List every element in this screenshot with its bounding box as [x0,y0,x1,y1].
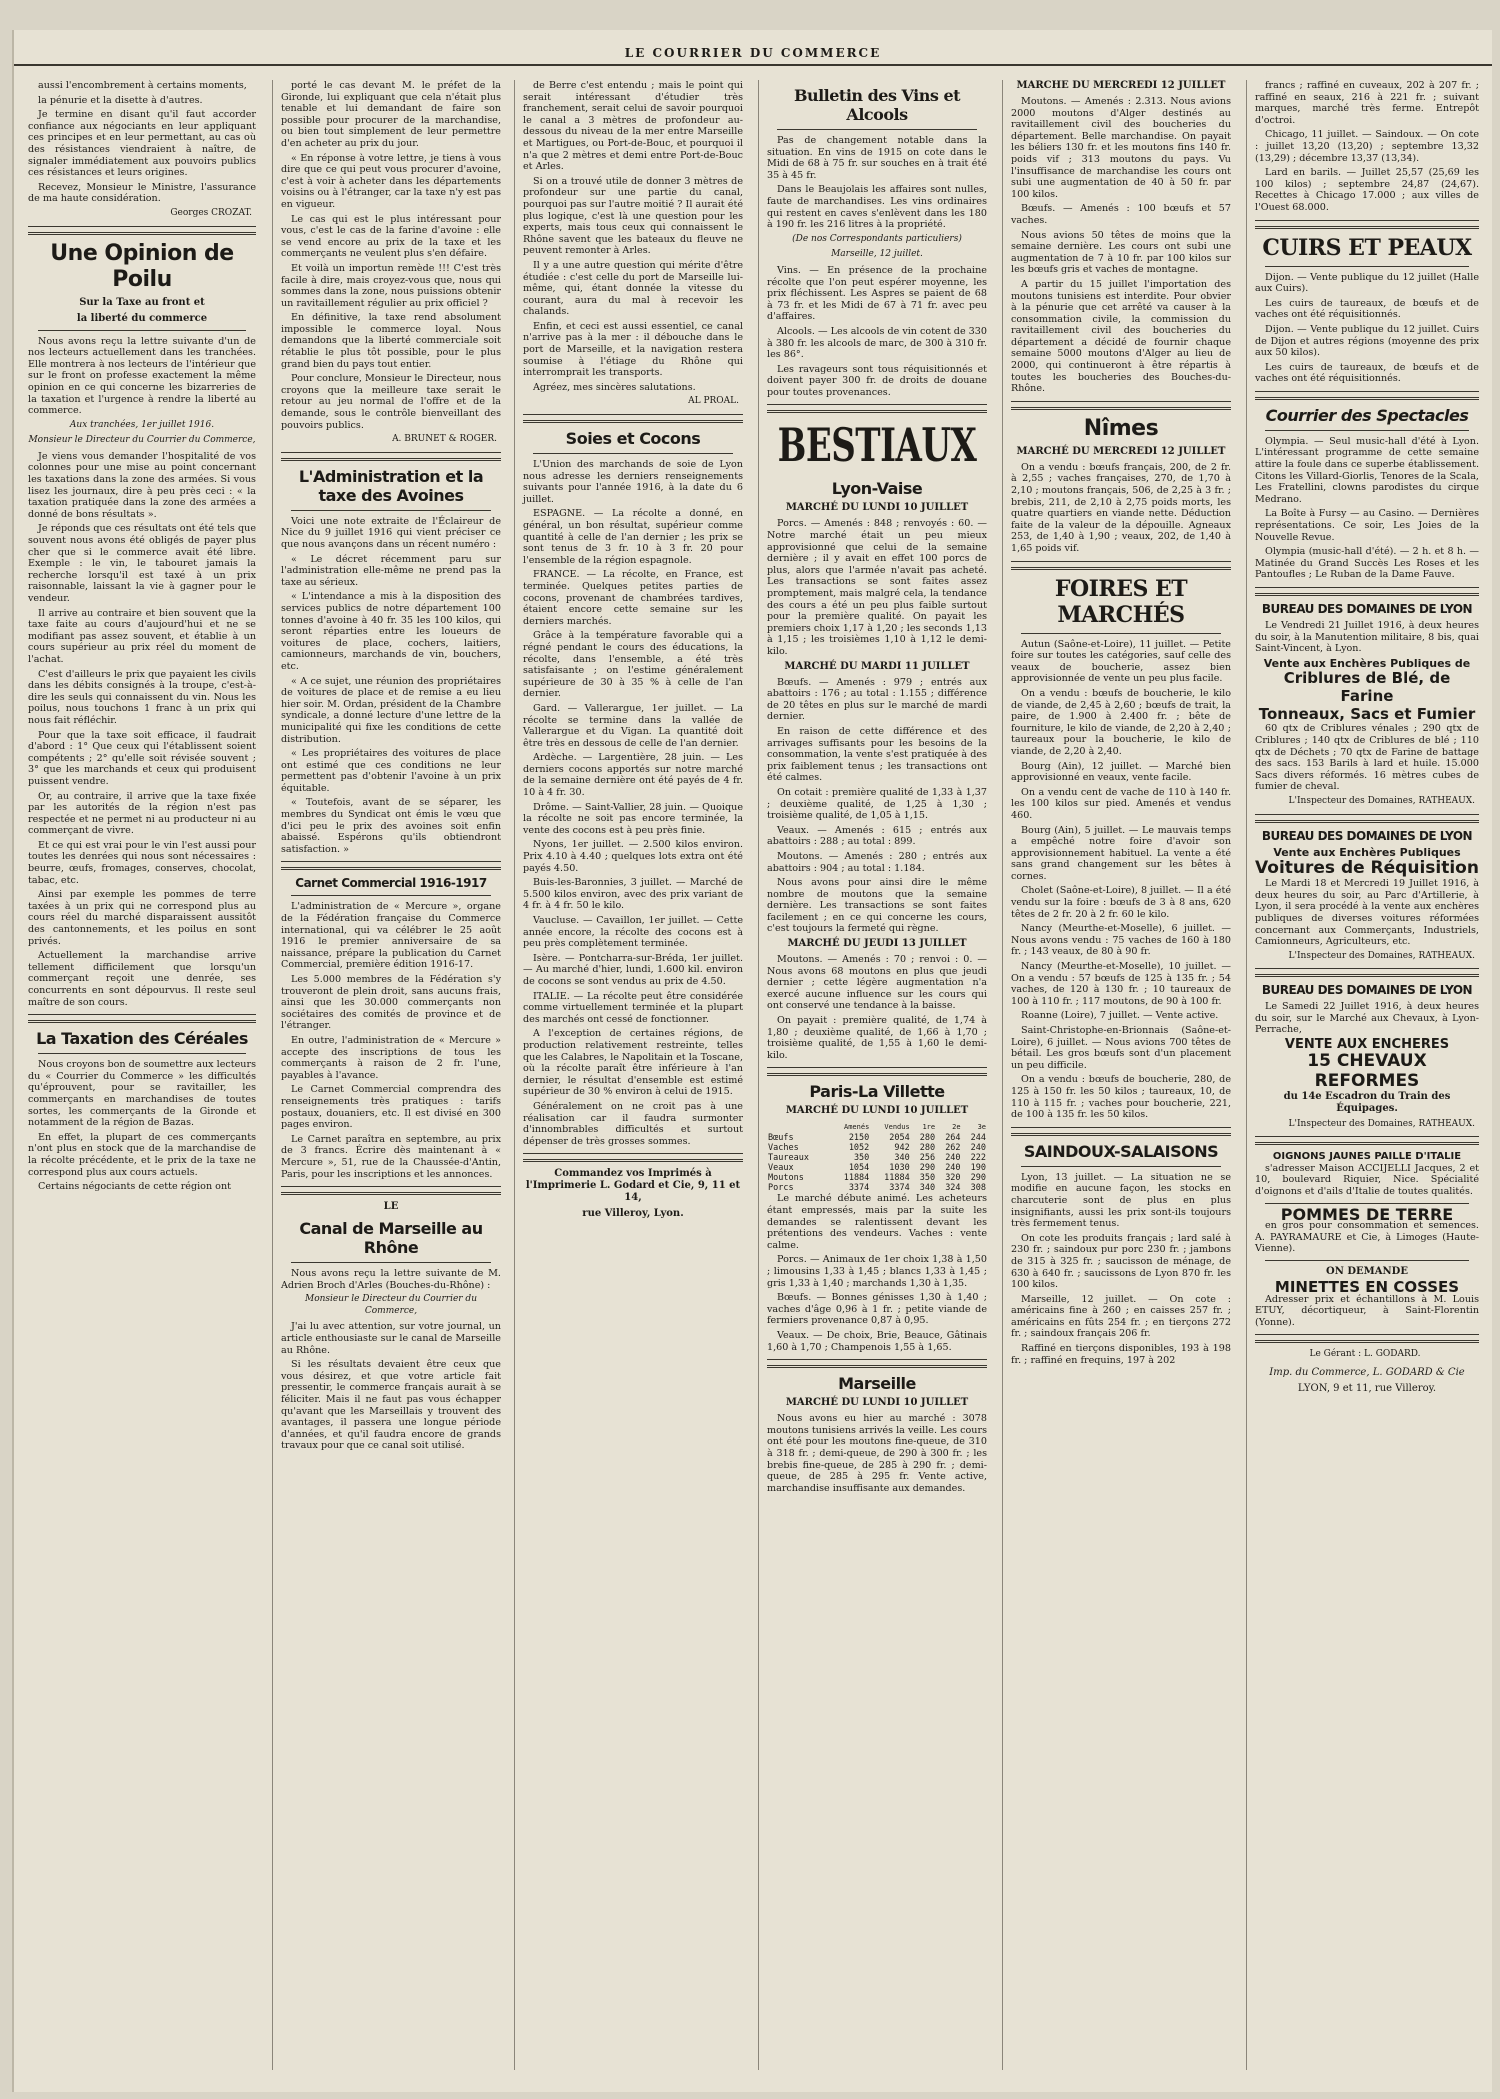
market-date: MARCHÉ DU LUNDI 10 JUILLET [785,1105,969,1117]
paragraph: Bourg (Ain), 5 juillet. — Le mauvais temps a empêché notre foire d'avoir son approvisionnement habituel. La vente a été sans grand changement sur les bêtes à cornes. [1011,824,1231,882]
paragraph: Et voilà un importun remède !!! C'est très facile à dire, mais croyez-vous que, nous qui sommes dans la zone, nous puissions obtenir un ravitaillement régulier au prix officiel ? [281,262,501,309]
table-header: Vendus [884,1123,910,1132]
paragraph: Je réponds que ces résultats ont été tels que souvent nous avons été obligés de payer plus cher que si le commerce avait été libre. Exemple : le vin, le tabouret jamais la recherche lorsqu'il est taxé à un prix raisonnable, laissant la vie à gagner pour le vendeur. [28,523,256,604]
dateline: Aux tranchées, 1er juillet 1916. [69,419,215,430]
salutation: Monsieur le Directeur du Courrier du Commerce, [305,1294,477,1316]
paragraph: Ainsi par exemple les pommes de terre taxées à un prix qui ne correspond plus au cours réel du marché disparaissent aussitôt des cantonnements, et les poilus en sont privés. [28,889,256,947]
paragraph: On a vendu : bœufs de boucherie, le kilo de viande, de 2,45 à 2,60 ; bœufs de trait, la paire, de 1.900 à 2.400 fr. ; bête de fourniture, le kilo de viande, de 2,20 à 2,40 ; taureaux pour la boucherie, le kilo de viande, de 2,20 à 2,40. [1011,687,1231,757]
divider [1255,814,1479,823]
divider [1265,1203,1469,1204]
divider [28,226,256,235]
ad-headline: Vente aux Enchères Publiques de [1263,656,1471,670]
ad-title-domaines: BUREAU DES DOMAINES DE LYON [1261,828,1473,843]
ad-headline: Criblures de Blé, de Farine [1283,669,1451,706]
printer-ad-line: rue Villeroy, Lyon. [582,1208,684,1220]
table-cell: 340 [919,1183,936,1194]
market-date: MARCHÉ DU LUNDI 10 JUILLET [785,502,969,514]
paragraph: Nyons, 1er juillet. — 2.500 kilos environ. Prix 4.10 à 4.40 ; quelques lots extra ont été payés 4.50. [523,839,743,874]
table-cell: 308 [970,1183,986,1194]
paragraph: Veaux. — De choix, Brie, Beauce, Gâtinais 1,60 à 1,70 ; Champenois 1,55 à 1,65. [767,1329,987,1353]
row-label: Taureaux [768,1153,809,1164]
divider [1255,1136,1479,1145]
paragraph: Agréez, mes sincères salutations. [533,381,696,393]
gerant-line: Le Gérant : L. GODARD. [1309,1349,1421,1360]
paragraph: L'administration de « Mercure », organe de la Fédération française du Commerce international, qui va célébrer le 25 août 1916 le premier anniversaire de sa naissance, prépare la publication du Carnet Commercial, première édition 1916-17. [281,901,501,971]
table-cell: 1054 [848,1163,870,1174]
table-row [767,1163,987,1173]
paragraph: Vins. — En présence de la prochaine récolte que l'on peut espérer moyenne, les prix fléchissent. Les Aspres se paient de 68 à 73 fr. et les Midi de 67 à 71 fr. avec peu d'affaires. [767,264,987,323]
ad-headline-oignons: OIGNONS JAUNES PAILLE D'ITALIE [1272,1151,1462,1163]
paragraph: Bœufs. — Amenés : 979 ; entrés aux abattoirs : 176 ; au total : 1.155 ; différence de 20 têtes en plus sur le marché de mardi dernier. [767,676,987,723]
table-cell: 240 [945,1153,961,1164]
paragraph: Raffiné en tierçons disponibles, 193 à 198 fr. ; raffiné en frequins, 197 à 202 [1011,1343,1231,1366]
article-title-bulletin: Bulletin des Vins et Alcools [793,86,961,124]
signature: L'Inspecteur des Domaines, RATHEAUX. [1288,1118,1475,1129]
paragraph: s'adresser Maison ACCIJELLI Jacques, 2 et 10, boulevard Riquier, Nice. Spécialité d'oignons et d'ails d'Italie de toutes qualités. [1255,1162,1479,1198]
paragraph: aussi l'encombrement à certains moments, [38,80,247,91]
paragraph: Dijon. — Vente publique du 12 juillet. Cuirs de Dijon et autres régions (moyenne des prix aux 50 kilos). [1255,323,1479,359]
signature: L'Inspecteur des Domaines, RATHEAUX. [1288,950,1475,961]
paragraph: porté le cas devant M. le préfet de la Gironde, lui expliquant que cela n'était plus tenable et lui demandant de faire son possible pour procurer de la marchandise, ou bien tout simplement de leur permettre d'en acheter au prix du jour. [281,80,501,149]
market-title-marseille: Marseille [838,1374,916,1394]
table-cell: 262 [945,1143,961,1154]
article-title-canal: Canal de Marseille au Rhône [299,1219,483,1258]
table-cell: 3374 [848,1183,870,1194]
paragraph: Je termine en disant qu'il faut accorder confiance aux négociants en leur appliquant ces principes et en leur permettant, au cas où des résistances viendraient à naître, de signaler immédiatement aux pouvoirs publics ces résistances et leurs origines. [28,109,256,179]
paragraph: En effet, la plupart de ces commerçants n'ont plus en stock que de la marchandise de la récolte précédente, et le prix de la taxe ne correspond plus aux cours actuels. [28,1131,256,1178]
byline: (De nos Correspondants particuliers) [792,233,962,244]
row-label: Porcs [768,1183,794,1194]
table-cell: 350 [853,1153,870,1164]
ad-headline: Voitures de Réquisition [1255,858,1479,879]
paragraph: « En réponse à votre lettre, je tiens à vous dire que ce qui peut vous procurer d'avoine, c'est à voir à acheter dans les départements voisins ou à l'étranger, car la taxe n'y est pas en vigueur. [281,152,501,210]
paragraph: la pénurie et la disette à d'autres. [38,94,203,106]
table-cell: 1030 [889,1163,910,1174]
divider [1265,266,1469,267]
divider [533,453,733,454]
paragraph: Le cas qui est le plus intéressant pour vous, c'est le cas de la farine d'avoine : elle se vend encore au prix de la taxe et les commerçants ne veulent plus s'en défaire. [281,213,501,260]
table-cell: 290 [970,1173,986,1184]
paragraph: A l'exception de certaines régions, de production relativement restreinte, telles que les Calabres, le Napolitain et la Toscane, où la récolte paraît être inférieure à l'an dernier, le résultat d'ensemble est estimé supérieur de 30 % environ à celui de 1915. [523,1028,743,1098]
signature: L'Inspecteur des Domaines, RATHEAUX. [1288,795,1475,806]
column-4 [758,80,987,2070]
masthead: LE COURRIER DU COMMERCE [624,46,882,60]
divider [767,404,987,413]
ad-headline: Vente aux Enchères Publiques [1273,845,1461,859]
divider [1255,391,1479,400]
paragraph: Gard. — Vallerargue, 1er juillet. — La récolte se termine dans la vallée de Vallerargue et du Vigan. La quantité doit être très en dessous de celle de l'an dernier. [523,702,743,749]
divider [291,1262,491,1263]
article-title-soies: Soies et Cocons [565,429,701,449]
newspaper-page [12,30,1492,2092]
paragraph: « A ce sujet, une réunion des propriétaires de voitures de place et de remise a eu lieu hier soir. M. Ordan, président de la Chambre syndicale, a donné lecture d'une lettre de la municipalité qui fixe les conditions de cette distribution. [281,675,501,745]
ad-title-domaines: BUREAU DES DOMAINES DE LYON [1261,983,1473,998]
article-subtitle: Sur la Taxe au front et [79,296,205,308]
price-table [767,1121,987,1193]
paragraph: « L'intendance a mis à la disposition des services publics de notre département 100 tonnes d'avoine à 40 fr. 35 les 100 kilos, qui seront réparties entre les loueurs de voitures de place, cochers, laitiers, camionneurs, marchands de vin, bouchers, etc. [281,591,501,672]
paragraph: On a vendu cent de vache de 110 à 140 fr. les 100 kilos sur pied. Amenés et vendus 460. [1011,786,1231,821]
paragraph: On cotait : première qualité de 1,33 à 1,37 ; deuxième qualité, de 1,25 à 1,30 ; troisième qualité, de 1,05 à 1,15. [767,786,987,822]
section-title-foires: FOIRES ET MARCHÉS [1054,575,1188,628]
divider [1021,633,1221,634]
paragraph: Les cuirs de taureaux, de bœufs et de vaches ont été réquisitionnés. [1255,361,1479,385]
paragraph: Nancy (Meurthe-et-Moselle), 6 juillet. — Nous avons vendu : 75 vaches de 160 à 180 fr. ; 143 veaux, de 80 à 90 fr. [1011,923,1231,958]
paragraph: Adresser prix et échantillons à M. Louis ETUY, décortiqueur, à Saint-Florentin (Yonne). [1255,1293,1479,1328]
table-cell: 244 [970,1133,986,1144]
article-title-opinion: Une Opinion de Poilu [50,240,234,292]
paragraph: En raison de cette différence et des arrivages suffisants pour les besoins de la consommation, la vente s'est pratiquée à des prix faiblement tenus ; les transactions ont été calmes. [767,725,987,784]
paragraph: Autun (Saône-et-Loire), 11 juillet. — Petite foire sur toutes les catégories, sauf celle des veaux de boucherie, assez bien approvisionnée de vente un peu plus facile. [1011,638,1231,685]
paragraph: Le Mardi 18 et Mercredi 19 Juillet 1916, à deux heures du soir, au Parc d'Artillerie, à Lyon, il sera procédé à la vente aux enchères publiques de diverses voitures réformées concernant aux Commerçants, Industriels, Camionneurs, Agriculteurs, etc. [1255,878,1479,948]
divider [1255,968,1479,977]
ad-subline: du 14e Escadron du Train des Équipages. [1283,1090,1451,1114]
paragraph: Porcs. — Animaux de 1er choix 1,38 à 1,50 ; limousins 1,33 à 1,45 ; blancs 1,33 à 1,45 ; gris 1,33 à 1,40 ; marchands 1,30 à 1,35. [767,1254,987,1289]
section-title-bestiaux: BESTIAUX [777,419,977,474]
table-row [767,1173,987,1183]
paragraph: Veaux. — Amenés : 615 ; entrés aux abattoirs : 288 ; au total : 899. [767,824,987,848]
market-date: MARCHÉ DU JEUDI 13 JUILLET [787,938,967,950]
divider [1255,587,1479,596]
paragraph: Le marché débute animé. Les acheteurs étant empressés, mais par la suite les demandes se ralentissent devant les prétentions des vendeurs. Vaches : vente calme. [767,1193,987,1251]
ad-headline: VENTE AUX ENCHERES [1284,1037,1450,1053]
paragraph: Lard en barils. — Juillet 25,57 (25,69 les 100 kilos) ; septembre 24,87 (24,67). Recettes à Chicago 17.000 ; aux villes de l'Ouest 68.000. [1255,167,1479,213]
salutation: Monsieur le Directeur du Courrier du Commerce, [28,435,256,446]
paragraph: Nous avons reçu la lettre suivante de M. Adrien Broch d'Arles (Bouches-du-Rhône) : [281,1268,501,1291]
paragraph: Les 5.000 membres de la Fédération s'y trouveront de plein droit, sans aucuns frais, ainsi que les 30.000 commerçants non sociétaires des comités de province et de l'étranger. [281,974,501,1032]
paragraph: Or, au contraire, il arrive que la taxe fixée par les autorités de la région n'est pas respectée et ne permet ni au producteur ni au commerçant de vivre. [28,790,256,837]
table-header [767,1121,830,1133]
paragraph: « Le décret récemment paru sur l'administration elle-même ne prend pas la taxe au sérieux. [281,553,501,588]
table-cell: 2054 [889,1133,910,1144]
table-cell: 240 [945,1163,961,1174]
market-title-nimes: Nîmes [1083,415,1159,441]
table-cell: 264 [945,1133,961,1144]
table-row [767,1133,987,1143]
paragraph: En outre, l'administration de « Mercure » accepte des inscriptions de tous les commerçants à raison de 2 fr. l'une, payables à l'avance. [281,1034,501,1081]
paragraph: Nous avons reçu la lettre suivante d'un de nos lecteurs actuellement dans les tranchées. Elle montrera à nos lecteurs de l'intérieur que sur le front on professe exactement la même opinion en ce qui concerne les bizarreries de la taxation et l'urgence à rendre la liberté au commerce. [28,335,256,417]
table-cell: 340 [894,1153,910,1164]
paragraph: Pour que la taxe soit efficace, il faudrait d'abord : 1° Que ceux qui l'établissent soient compétents ; 2° qu'elle soit révisée souvent ; 3° que les marchands et ceux qui produisent puissent vendre. [28,729,256,787]
column-1 [28,80,256,2070]
divider [281,1186,501,1195]
paragraph: Bœufs. — Amenés : 100 bœufs et 57 vaches. [1011,203,1231,226]
paragraph: Enfin, et ceci est aussi essentiel, ce canal n'arrive pas à la mer : il débouche dans le port de Marseille, et la navigation restera soumise à l'étiage du Rhône qui interromprait les transports. [523,320,743,379]
paragraph: Moutons. — Amenés : 70 ; renvoi : 0. — Nous avons 68 moutons en plus que jeudi dernier ; cette légère augmentation n'a exercé aucune influence sur les cours qui ont conservé une tendance à la baisse. [767,954,987,1012]
paragraph: Ardèche. — Largentière, 28 juin. — Les derniers cocons apportés sur notre marché de la semaine dernière ont été payés de 4 fr. 10 à 4 fr. 30. [523,752,743,799]
ad-title-domaines: BUREAU DES DOMAINES DE LYON [1261,602,1473,616]
paragraph: Actuellement la marchandise arrive tellement difficilement que lorsqu'un commerçant reçoit une denrée, ses concurrents en sont dépourvus. Il reste seul maître de son cours. [28,950,256,1008]
ad-headline: Tonneaux, Sacs et Fumier [1258,705,1476,724]
paragraph: On a vendu : bœufs français, 200, de 2 fr. à 2,55 ; vaches françaises, 270, de 1,70 à 2,10 ; moutons français, 506, de 2,25 à 3 fr. ; brebis, 211, de 2,10 à 2,75 poids morts, les quatre quartiers en viande nette. Déduction faite de la valeur de la dépouille. Agneaux 253, de 1,40 à 1,90 ; veaux, 202, de 1,40 à 1,65 poids vif. [1011,461,1231,554]
table-cell: 2150 [848,1133,870,1144]
market-date: MARCHÉ DU MARDI 11 JUILLET [784,660,970,672]
row-label: Veaux [768,1163,794,1174]
paragraph: Le Carnet Commercial comprendra des renseignements très pratiques : tarifs postaux, douaniers, etc. Il est divisé en 300 pages environ. [281,1084,501,1131]
paragraph: A partir du 15 juillet l'importation des moutons tunisiens est interdite. Pour obvier à la pénurie que cet arrêté va causer à la consommation civile, la commission du ravitaillement civil des boucheries du département a décidé de fournir chaque semaine 5000 moutons d'Alger au lieu de 2000, qui continueront à être répartis à toutes les boucheries des Bouches-du-Rhône. [1011,278,1231,395]
article-title-avoines: L'Administration et la taxe des Avoines [298,466,484,505]
row-label: Bœufs [768,1133,794,1144]
paragraph: C'est d'ailleurs le prix que payaient les civils dans les débits consignés à la troupe, c'est-à-dire les seuls qui connaissent du vin. Nous les poilus, nous touchons 1 franc à un prix qui nous fait réfléchir. [28,668,256,726]
paragraph: Dans le Beaujolais les affaires sont nulles, faute de marchandises. Les vins ordinaires qui restent en caves s'enlèvent dans les 180 à 190 fr. les 216 litres à la propriété. [767,184,987,231]
paragraph: Lyon, 13 juillet. — La situation ne se modifie en aucune façon, les stocks en charcuterie sont de plus en plus insignifiants, aussi les prix sont-ils toujours très fermement tenus. [1011,1171,1231,1230]
dateline: Marseille, 12 juillet. [831,249,923,260]
table-cell: 190 [970,1163,986,1174]
paragraph: Les cuirs de taureaux, de bœufs et de vaches ont été réquisitionnés. [1255,297,1479,321]
paragraph: Le Carnet paraîtra en septembre, au prix de 3 francs. Écrire dès maintenant à « Mercure », 51, rue de la Chaussée-d'Antin, Paris, pour les inscriptions et les annonces. [281,1133,501,1180]
paragraph: « Les propriétaires des voitures de place ont estimé que ces conditions ne leur permettent pas d'obtenir l'avoine à un prix équitable. [281,748,501,794]
table-cell: 256 [919,1153,936,1164]
paragraph: Certains négociants de cette région ont [38,1181,231,1193]
paragraph: Le Vendredi 21 Juillet 1916, à deux heures du soir, à la Manutention militaire, 8 bis, quai Saint-Vincent, à Lyon. [1255,620,1479,655]
paragraph: On payait : première qualité, de 1,74 à 1,80 ; deuxième qualité, de 1,66 à 1,70 ; troisième qualité, de 1,55 à 1,60 le demi-kilo. [767,1015,987,1061]
paragraph: Moutons. — Amenés : 2.313. Nous avions 2000 moutons d'Alger destinés au ravitaillement civil des boucheries du département. Belle marchandise. On payait les béliers 130 fr. et les moutons fins 140 fr. poids vif ; 313 moutons du pays. Vu l'insuffisance de marchandise les cours ont subi une augmentation de 40 à 50 fr. par 100 kilos. [1011,96,1231,200]
divider [38,1053,246,1054]
section-title-saindoux: SAINDOUX-SALAISONS [1023,1141,1219,1161]
table-row [767,1153,987,1163]
column-5 [1002,80,1231,2070]
ad-pretitle: ON DEMANDE [1326,1266,1408,1277]
paragraph: Le Samedi 22 Juillet 1916, à deux heures du soir, sur le Marché aux Chevaux, à Lyon-Perrache, [1255,1001,1479,1036]
table-header: Amenés [844,1123,870,1132]
paragraph: Isère. — Pontcharra-sur-Bréda, 1er juillet. — Au marché d'hier, lundi, 1.600 kil. environ de cocons se sont vendus au prix de 4.50. [523,952,743,987]
market-title-lyon: Lyon-Vaise [831,479,923,499]
divider [1265,430,1469,431]
column-2 [272,80,501,2070]
paragraph: Olympia (music-hall d'été). — 2 h. et 8 h. — Matinée du Grand Succès Les Roses et les Pantoufles ; Le Ruban de la Dame Fauve. [1255,546,1479,581]
divider [1255,1334,1479,1343]
divider [38,330,246,331]
divider [767,1359,987,1368]
divider [281,861,501,870]
paragraph: ITALIE. — La récolte peut être considérée comme virtuellement terminée et la plupart des marchés ont cessé de fonctionner. [523,990,743,1025]
ad-headline-minettes: MINETTES EN COSSES [1274,1278,1460,1296]
divider [1011,561,1231,570]
paragraph: Si on a trouvé utile de donner 3 mètres de profondeur sur une partie du canal, pourquoi pas sur l'autre moitié ? Il aurait été plus logique, c'est là une question pour les experts, mais tous ceux qui connaissent le Rhône savent que les bateaux du fleuve ne peuvent remonter à Arles. [523,175,743,257]
imprint-address: LYON, 9 et 11, rue Villeroy. [1297,1382,1437,1394]
paragraph: Il y a une autre question qui mérite d'être étudiée : c'est celle du port de Marseille lui-même, qui, étant donnée la vitesse du courant, aura du mal à recevoir les chalands. [523,259,743,318]
market-date: MARCHÉ DU LUNDI 10 JUILLET [785,1397,969,1409]
paragraph: Recevez, Monsieur le Ministre, l'assurance de ma haute considération. [28,181,256,205]
paragraph: de Berre c'est entendu ; mais le point qui serait intéressant d'étudier très franchement, serait celui de savoir pourquoi le canal a 3 mètres de profondeur au-dessous du niveau de la mer entre Marseille et Martigues, ou Port-de-Bouc, et pourquoi il n'a que 2 mètres et demi entre Port-de-Bouc et Arles. [523,80,743,173]
paragraph: Drôme. — Saint-Vallier, 28 juin. — Quoique la récolte ne soit pas encore terminée, la vente des cocons est à peu près finie. [523,801,743,836]
imprint: Imp. du Commerce, L. GODARD & Cie [1269,1366,1465,1378]
signature: A. BRUNET & ROGER. [392,434,497,445]
paragraph: francs ; raffiné en cuveaux, 202 à 207 fr. ; raffiné en seaux, 216 à 221 fr. ; suivant marques, marché très ferme. Entrepôt d'octroi. [1255,80,1479,126]
article-subtitle: la liberté du commerce [76,312,208,324]
paragraph: Marseille, 12 juillet. — On cote : américains fine à 260 ; en caisses 257 fr. ; américains en fûts 254 fr. ; en tierçons 272 fr. ; saindoux français 206 fr. [1011,1293,1231,1340]
section-title-spectacles: Courrier des Spectacles [1265,405,1469,425]
paragraph: Voici une note extraite de l'Éclaireur de Nice du 9 juillet 1916 qui vient préciser ce que nous avançons dans un récent numéro : [281,515,501,550]
row-label: Vaches [768,1143,799,1154]
printer-ad-line: Commandez vos Imprimés à l'Imprimerie L. Godard et Cie, 9, 11 et 14, [525,1168,741,1204]
paragraph: J'ai lu avec attention, sur votre journal, un article enthousiaste sur le canal de Marseille au Rhône. [281,1321,501,1356]
article-title-cereales: La Taxation des Céréales [36,1029,248,1049]
divider [1265,1260,1469,1261]
divider [1011,401,1231,410]
column-6 [1246,80,1479,2070]
table-cell: 11884 [843,1173,870,1184]
paragraph: Moutons. — Amenés : 280 ; entrés aux abattoirs : 904 ; au total : 1.184. [767,850,987,874]
divider [777,129,977,130]
table-cell: 1052 [848,1143,870,1154]
paragraph: Si les résultats devaient être ceux que vous désirez, et que votre article fait pressentir, le commerce français aurait à se féliciter. Mais il ne faut pas vous échapper qu'avant que les Marseillais y trouvent des avantages, il passera une longue période d'années, et qu'il faudra encore de grands travaux pour que ce canal soit utilisé. [281,1359,501,1452]
table-cell: 350 [919,1173,936,1184]
paragraph: Nous avons eu hier au marché : 3078 moutons tunisiens arrivés la veille. Les cours ont été pour les moutons fine-queue, de 310 à 318 fr. ; demi-queue, de 290 à 300 fr. ; les brebis fine-queue, de 285 à 290 fr. ; demi-queue, de 285 à 295 fr. Vente active, marchandise insuffisante aux demandes. [767,1413,987,1494]
running-head [14,42,1492,66]
table-cell: 3374 [889,1183,910,1194]
divider [1255,220,1479,229]
paragraph: FRANCE. — La récolte, en France, est terminée. Quelques petites parties de cocons, provenant de chambrées tardives, étaient encore cette semaine sur les derniers marchés. [523,569,743,627]
divider [291,510,491,511]
divider [1011,1127,1231,1136]
signature: AL PROAL. [688,396,739,407]
paragraph: Généralement on ne croit pas à une réalisation car il faudra surmonter d'innombrables difficultés et surtout dépenser de très grosses sommes. [523,1100,743,1147]
paragraph: On a vendu : bœufs de boucherie, 280, de 125 à 150 fr. les 50 kilos ; taureaux, 10, de 110 à 115 fr. ; vaches pour boucherie, 221, de 100 à 135 fr. les 50 kilos. [1011,1074,1231,1121]
paragraph: Nous avions 50 têtes de moins que la semaine dernière. Les cours ont subi une augmentation de 7 à 10 fr. par 100 kilos sur les bœufs gris et vaches de montagne. [1011,229,1231,276]
paragraph: Nous avons pour ainsi dire le même nombre de moutons que la semaine dernière. Les transactions se sont faites facilement ; en ce qui concerne les cours, c'est toujours la fermeté qui règne. [767,877,987,935]
market-date: MARCHÉ DU MERCREDI 12 JUILLET [1016,80,1226,91]
ad-headline: 15 CHEVAUX REFORMES [1307,1050,1427,1091]
paragraph: La Boîte à Fursy — au Casino. — Dernières représentations. Ce soir, Les Joies de la Nouvelle Revue. [1255,508,1479,543]
divider [1021,1166,1221,1167]
divider [281,452,501,461]
table-cell: 280 [919,1133,936,1144]
paragraph: Pour conclure, Monsieur le Directeur, nous croyons que la meilleure taxe serait le retour au jeu normal de l'offre et de la demande, sous le contrôle bienveillant des pouvoirs publics. [281,373,501,431]
paragraph: Dijon. — Vente publique du 12 juillet (Halle aux Cuirs). [1255,271,1479,295]
paragraph: 60 qtx de Criblures vénales ; 290 qtx de Criblures ; 140 qtx de Criblures de blé ; 110 qtx de Déchets ; 70 qtx de Farine de battage des sacs. 153 Barils à lard et huile. 15.000 Sacs divers réformés. 16 mètres cubes de fumier de cheval. [1255,723,1479,793]
paragraph: Nous croyons bon de soumettre aux lecteurs du « Courrier du Commerce » les difficultés qu'éprouvent, pour se ravitailler, les commerçants en marchandises de toutes sortes, les commerçants de la Gironde et notamment de la région de Bazas. [28,1059,256,1129]
paragraph: Saint-Christophe-en-Brionnais (Saône-et-Loire), 6 juillet. — Nous avions 700 têtes de bétail. Les gros bœufs sont d'un placement un peu difficile. [1011,1025,1231,1071]
table-cell: 320 [945,1173,961,1184]
paragraph: en gros pour consommation et semences. A. PAYRAMAURE et Cie, à Limoges (Haute-Vienne). [1255,1220,1479,1255]
table-row [767,1143,987,1153]
column-3 [514,80,743,2070]
paragraph: Porcs. — Amenés : 848 ; renvoyés : 60. — Notre marché était un peu mieux approvisionné que celui de la semaine dernière ; il y avait en effet 100 porcs de plus, alors que l'armée n'avait pas acheté. Les transactions se sont faites assez promptement, mais malgré cela, la tendance des cours a été un peu plus faible surtout pour la première qualité. On payait les premiers choix 1,17 à 1,20 ; les seconds 1,13 à 1,15 ; les troisièmes 1,10 à 1,12 le demi-kilo. [767,518,987,657]
table-row [767,1183,987,1193]
paragraph: Il arrive au contraire et bien souvent que la taxe faite au cours d'aujourd'hui et ne se modifiant pas assez souvent, et établie à un cours supérieur au prix réel du moment de l'achat. [28,607,256,665]
table-cell: 280 [919,1143,936,1154]
divider [523,1153,743,1162]
article-title-carnet: Carnet Commercial 1916-1917 [295,876,487,891]
market-title-villette: Paris-La Villette [809,1082,945,1102]
paragraph: Et ce qui est vrai pour le vin l'est aussi pour toutes les denrées qui nous sont nécessaires : beurre, œufs, fromages, conserves, chocolat, tabac, etc. [28,839,256,886]
market-date: MARCHÉ DU MERCREDI 12 JUILLET [1016,445,1226,457]
table-header: 3e [977,1123,986,1132]
paragraph: Pas de changement notable dans la situation. En vins de 1915 on cote dans le Midi de 68 à 75 fr. sur souches en à trait été 35 à 45 fr. [767,135,987,181]
divider [291,895,491,896]
paragraph: Olympia. — Seul music-hall d'été à Lyon. L'intéressant programme de cette semaine attire la foule dans ce superbe établissement. Citons les Villard-Giorlis, Tenores de la Scala, Les Fratellini, clowns parodistes du cirque Medrano. [1255,435,1479,505]
table-cell: 240 [970,1143,986,1154]
paragraph: Bœufs. — Bonnes génisses 1,30 à 1,40 ; vaches d'âge 0,96 à 1 fr. ; petite viande de fermiers provenance 0,87 à 0,95. [767,1292,987,1327]
ad-headline-pommes: POMMES DE TERRE [1280,1204,1454,1224]
table-cell: 324 [945,1183,961,1194]
table-header: 2e [952,1123,961,1132]
signature: Georges CROZAT. [170,207,252,218]
table-header: 1re [922,1123,936,1132]
paragraph: Grâce à la température favorable qui a régné pendant le cours des éducations, la récolte, dans l'ensemble, a été très satisfaisante ; on l'estime généralement supérieure de 30 à 35 % à celle de l'an dernier. [523,630,743,700]
article-pretitle: LE [383,1201,399,1213]
paragraph: Je viens vous demander l'hospitalité de vos colonnes pour une mise au point concernant les taxations dans la zone des armées. Si vous lisez les journaux, dire à peu près ceci : « la taxation pratiquée dans la zone des armées a donné de bons résultats ». [28,450,256,520]
paragraph: Les ravageurs sont tous réquisitionnés et doivent payer 300 fr. de droits de douane pour toutes provenances. [767,363,987,398]
paragraph: ESPAGNE. — La récolte a donné, en général, un bon résultat, supérieur comme quantité à celle de l'an dernier ; les prix se sont tenus de 3 fr. 10 à 3 fr. 20 pour l'ensemble de la région espagnole. [523,508,743,566]
table-cell: 222 [970,1153,986,1164]
section-title-cuirs: CUIRS ET PEAUX [1262,234,1472,261]
paragraph: Alcools. — Les alcools de vin cotent de 330 à 380 fr. les alcools de marc, de 300 à 310 fr. les 86°. [767,325,987,361]
paragraph: Bourg (Ain), 12 juillet. — Marché bien approvisionné en veaux, vente facile. [1011,760,1231,784]
paragraph: Roanne (Loire), 7 juillet. — Vente active. [1021,1010,1219,1022]
divider [523,414,743,423]
paragraph: Vaucluse. — Cavaillon, 1er juillet. — Cette année encore, la récolte des cocons est à peu près complètement terminée. [523,915,743,950]
paragraph: « Toutefois, avant de se séparer, les membres du Syndicat ont émis le vœu que d'ici peu le prix des avoines soit enfin abaissé. Espérons qu'ils obtiendront satisfaction. » [281,797,501,855]
row-label: Moutons [768,1173,804,1184]
paragraph: En définitive, la taxe rend absolument impossible le commerce loyal. Nous demandons que la liberté commerciale soit rétablie le plus tôt possible, pour le plus grand bien du pays tout entier. [281,312,501,370]
divider [28,1014,256,1023]
paragraph: Cholet (Saône-et-Loire), 8 juillet. — Il a été vendu sur la foire : bœufs de 3 à 8 ans, 620 têtes de 2 fr. 20 à 2 fr. 60 le kilo. [1011,885,1231,920]
table-cell: 11884 [884,1173,910,1184]
paragraph: Chicago, 11 juillet. — Saindoux. — On cote : juillet 13,20 (13,20) ; septembre 13,32 (13,29) ; décembre 13,37 (13,34). [1255,129,1479,164]
paragraph: Nancy (Meurthe-et-Moselle), 10 juillet. — On a vendu : 57 bœufs de 125 à 135 fr. ; 54 vaches, de 120 à 130 fr. ; 10 taureaux de 100 à 110 fr. ; 117 moutons, de 90 à 100 fr. [1011,961,1231,1007]
table-cell: 942 [894,1143,910,1154]
table-header-row [767,1121,987,1133]
divider [767,1067,987,1076]
paragraph: L'Union des marchands de soie de Lyon nous adresse les derniers renseignements suivants pour l'année 1916, à la date du 6 juillet. [523,459,743,505]
table-cell: 290 [919,1163,936,1174]
paragraph: Buis-les-Baronnies, 3 juillet. — Marché de 5.500 kilos environ, avec des prix variant de 4 fr. à 4 fr. 50 le kilo. [523,877,743,912]
paragraph: On cote les produits français ; lard salé à 230 fr. ; saindoux pur porc 230 fr. ; jambons de 315 à 325 fr. ; saucisson de ménage, de 630 à 640 fr. ; saucissons de Lyon 870 fr. les 100 kilos. [1011,1232,1231,1291]
